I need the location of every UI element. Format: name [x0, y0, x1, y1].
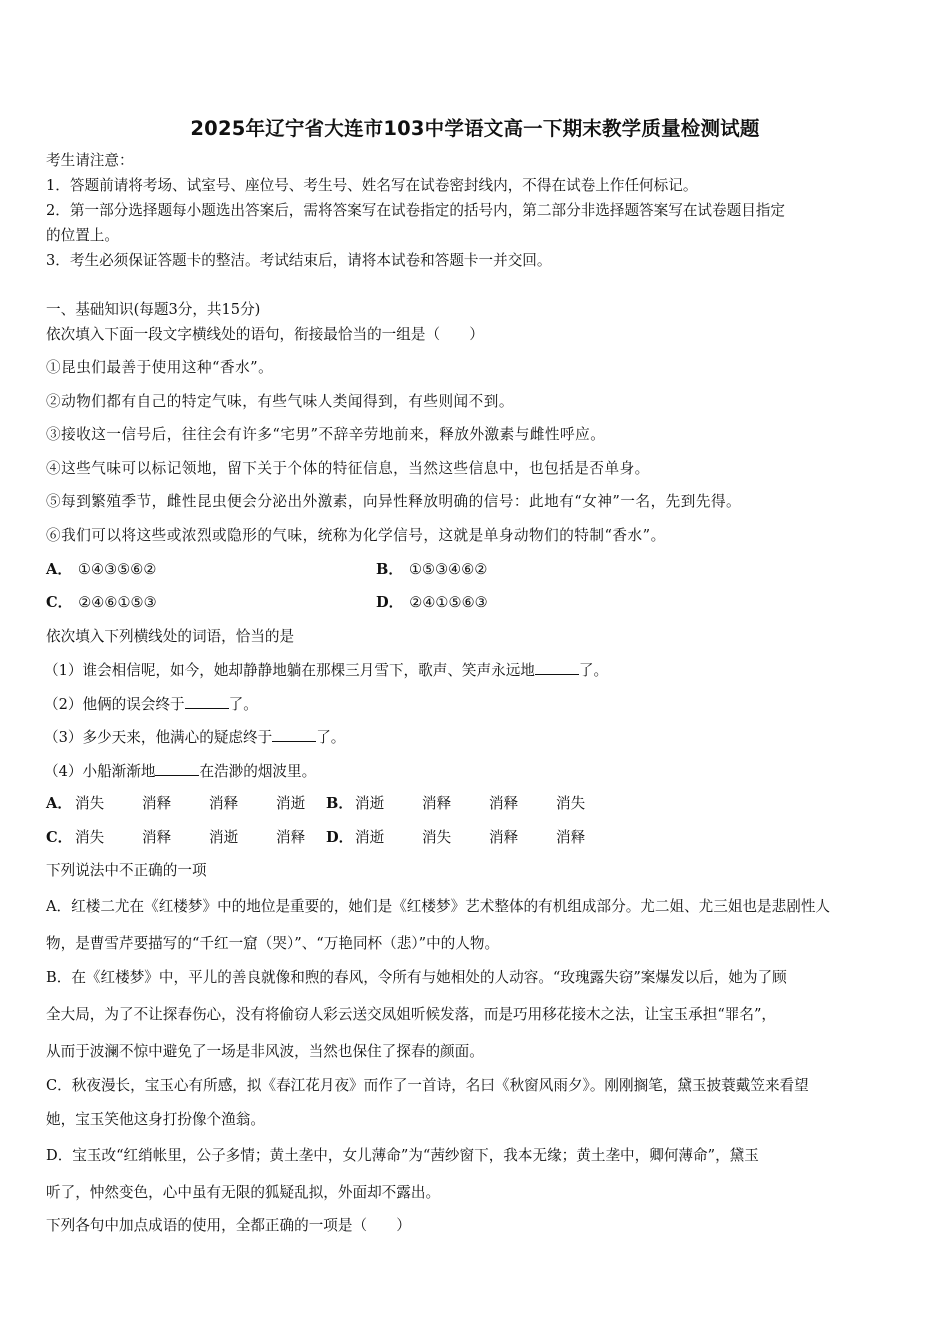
blank-line: [272, 727, 316, 742]
q2-item-4: [44, 761, 316, 782]
q2-option-a-label[interactable]: A．: [46, 795, 72, 812]
q1-sentence-4: ④这些气味可以标记领地，留下关于个体的特征信息，当然这些信息中，也包括是否单身。: [46, 460, 650, 477]
q2-option-b-word-3: 消释: [489, 795, 519, 812]
option-label: D．: [376, 594, 404, 611]
q2-option-c-word-2: 消释: [142, 829, 172, 846]
q1-option-d[interactable]: [376, 593, 488, 613]
q1-sentence-3: ③接收这一信号后，往往会有许多“宅男”不辞辛劳地前来，释放外激素与雌性呼应。: [46, 426, 606, 443]
option-text: ①⑤③④⑥②: [408, 561, 488, 578]
q2-option-c-word-1: 消失: [75, 829, 105, 846]
q3-option-c-line-1[interactable]: C．秋夜漫长，宝玉心有所感，拟《春江花月夜》而作了一首诗，名曰《秋窗风雨夕》。刚刚搁笔，黛玉披蓑戴笠来看望: [46, 1077, 809, 1094]
q2-item-1: [44, 660, 608, 681]
q2-option-b-label[interactable]: B．: [326, 795, 353, 812]
q2-item-text: 了。: [578, 662, 609, 679]
option-label: B．: [376, 561, 403, 578]
q2-option-b-word-2: 消释: [422, 795, 452, 812]
q2-option-a-word-3: 消释: [209, 795, 239, 812]
q2-item-3: [44, 727, 345, 748]
q2-item-text: 了。: [316, 729, 346, 746]
notice-item-3: 3．考生必须保证答题卡的整洁。考试结束后，请将本试卷和答题卡一并交回。: [46, 252, 552, 269]
q3-option-b-line-1[interactable]: B．在《红楼梦》中，平儿的善良就像和煦的春风，令所有与她相处的人动容。“玫瑰露失窃”案爆发以后，她为了顾: [46, 969, 787, 986]
q3-option-d-line-1[interactable]: D．宝玉改“红绡帐里，公子多情；黄土垄中，女儿薄命”为“茜纱窗下，我本无缘；黄土垄中，卿何薄命”，黛玉: [46, 1147, 759, 1164]
q1-stem: 依次填入下面一段文字横线处的语句，衔接最恰当的一组是（ ）: [46, 326, 484, 343]
q1-sentence-2: ②动物们都有自己的特定气味，有些气味人类闻得到，有些则闻不到。: [46, 393, 514, 410]
q2-item-text: （4）小船渐渐地: [44, 763, 156, 780]
blank-line: [155, 761, 199, 776]
q2-option-b-word-1: 消逝: [355, 795, 385, 812]
blank-line: [185, 694, 229, 709]
option-label: A．: [46, 561, 72, 578]
q3-option-d-line-2: 听了，忡然变色，心中虽有无限的狐疑乱拟，外面却不露出。: [46, 1184, 441, 1201]
option-label: C．: [46, 594, 73, 611]
notice-heading: 考生请注意：: [46, 152, 134, 169]
q4-stem: 下列各句中加点成语的使用，全都正确的一项是（ ）: [46, 1217, 411, 1234]
option-text: ①④③⑤⑥②: [77, 561, 157, 578]
q3-option-b-line-3: 从而于波澜不惊中避免了一场是非风波，当然也保住了探春的颜面。: [46, 1043, 484, 1060]
q2-stem: 依次填入下列横线处的词语，恰当的是: [46, 628, 295, 645]
q2-option-d-word-3: 消释: [489, 829, 519, 846]
q3-option-b-line-2: 全大局，为了不让探春伤心，没有将偷窃人彩云送交凤姐听候发落，而是巧用移花接木之法，让宝玉承担“罪名”，: [46, 1006, 777, 1023]
q2-option-a-word-4: 消逝: [276, 795, 306, 812]
q3-stem: 下列说法中不正确的一项: [46, 862, 207, 879]
q2-option-c-word-4: 消释: [276, 829, 306, 846]
q2-item-text: 在浩渺的烟波里。: [199, 763, 317, 780]
notice-item-2-cont: 的位置上。: [46, 227, 119, 244]
notice-item-1: 1．答题前请将考场、试室号、座位号、考生号、姓名写在试卷密封线内，不得在试卷上作任何标记。: [46, 177, 698, 194]
option-text: ②④⑥①⑤③: [78, 594, 157, 611]
q1-sentence-5: ⑤每到繁殖季节，雌性昆虫便会分泌出外激素，向异性释放明确的信号：此地有“女神”一名，先到先得。: [46, 493, 742, 510]
q2-option-c-word-3: 消逝: [209, 829, 239, 846]
page-title: 2025年辽宁省大连市103中学语文高一下期末教学质量检测试题: [190, 117, 760, 140]
q2-item-text: （2）他俩的误会终于: [44, 696, 185, 713]
q2-option-d-label[interactable]: D．: [326, 829, 354, 846]
q2-option-c-label[interactable]: C．: [46, 829, 73, 846]
q2-item-text: （1）谁会相信呢，如今，她却静静地躺在那棵三月雪下，歌声、笑声永远地: [44, 662, 535, 679]
q3-option-a-line-1[interactable]: A．红楼二尤在《红楼梦》中的地位是重要的，她们是《红楼梦》艺术整体的有机组成部分。尤二姐、尤三姐也是悲剧性人: [46, 898, 831, 915]
q1-sentence-6: ⑥我们可以将这些或浓烈或隐形的气味，统称为化学信号，这就是单身动物们的特制“香水”。: [46, 527, 666, 544]
q2-item-text: 了。: [228, 696, 258, 713]
option-text: ②④①⑤⑥③: [409, 594, 488, 611]
q2-option-d-word-2: 消失: [422, 829, 452, 846]
q2-option-a-word-1: 消失: [75, 795, 105, 812]
notice-item-2: 2．第一部分选择题每小题选出答案后，需将答案写在试卷指定的括号内，第二部分非选择题答案写在试卷题目指定: [46, 202, 785, 219]
q2-option-d-word-1: 消逝: [355, 829, 385, 846]
section-heading: 一、基础知识(每题3分，共15分): [46, 301, 261, 318]
q1-option-c[interactable]: [46, 593, 157, 613]
q2-option-d-word-4: 消释: [556, 829, 586, 846]
q3-option-c-line-2: 她，宝玉笑他这身打扮像个渔翁。: [46, 1111, 265, 1128]
q2-option-b-word-4: 消失: [556, 795, 586, 812]
q1-sentence-1: ①昆虫们最善于使用这种“香水”。: [46, 359, 274, 376]
q2-item-text: （3）多少天来，他满心的疑虑终于: [44, 729, 273, 746]
q1-option-b[interactable]: [376, 560, 487, 580]
blank-line: [535, 660, 579, 675]
q2-option-a-word-2: 消释: [142, 795, 172, 812]
q2-item-2: [44, 694, 258, 715]
q3-option-a-line-2: 物，是曹雪芹要描写的“千红一窟（哭）”、“万艳同杯（悲）”中的人物。: [46, 935, 500, 952]
q1-option-a[interactable]: [46, 560, 156, 580]
